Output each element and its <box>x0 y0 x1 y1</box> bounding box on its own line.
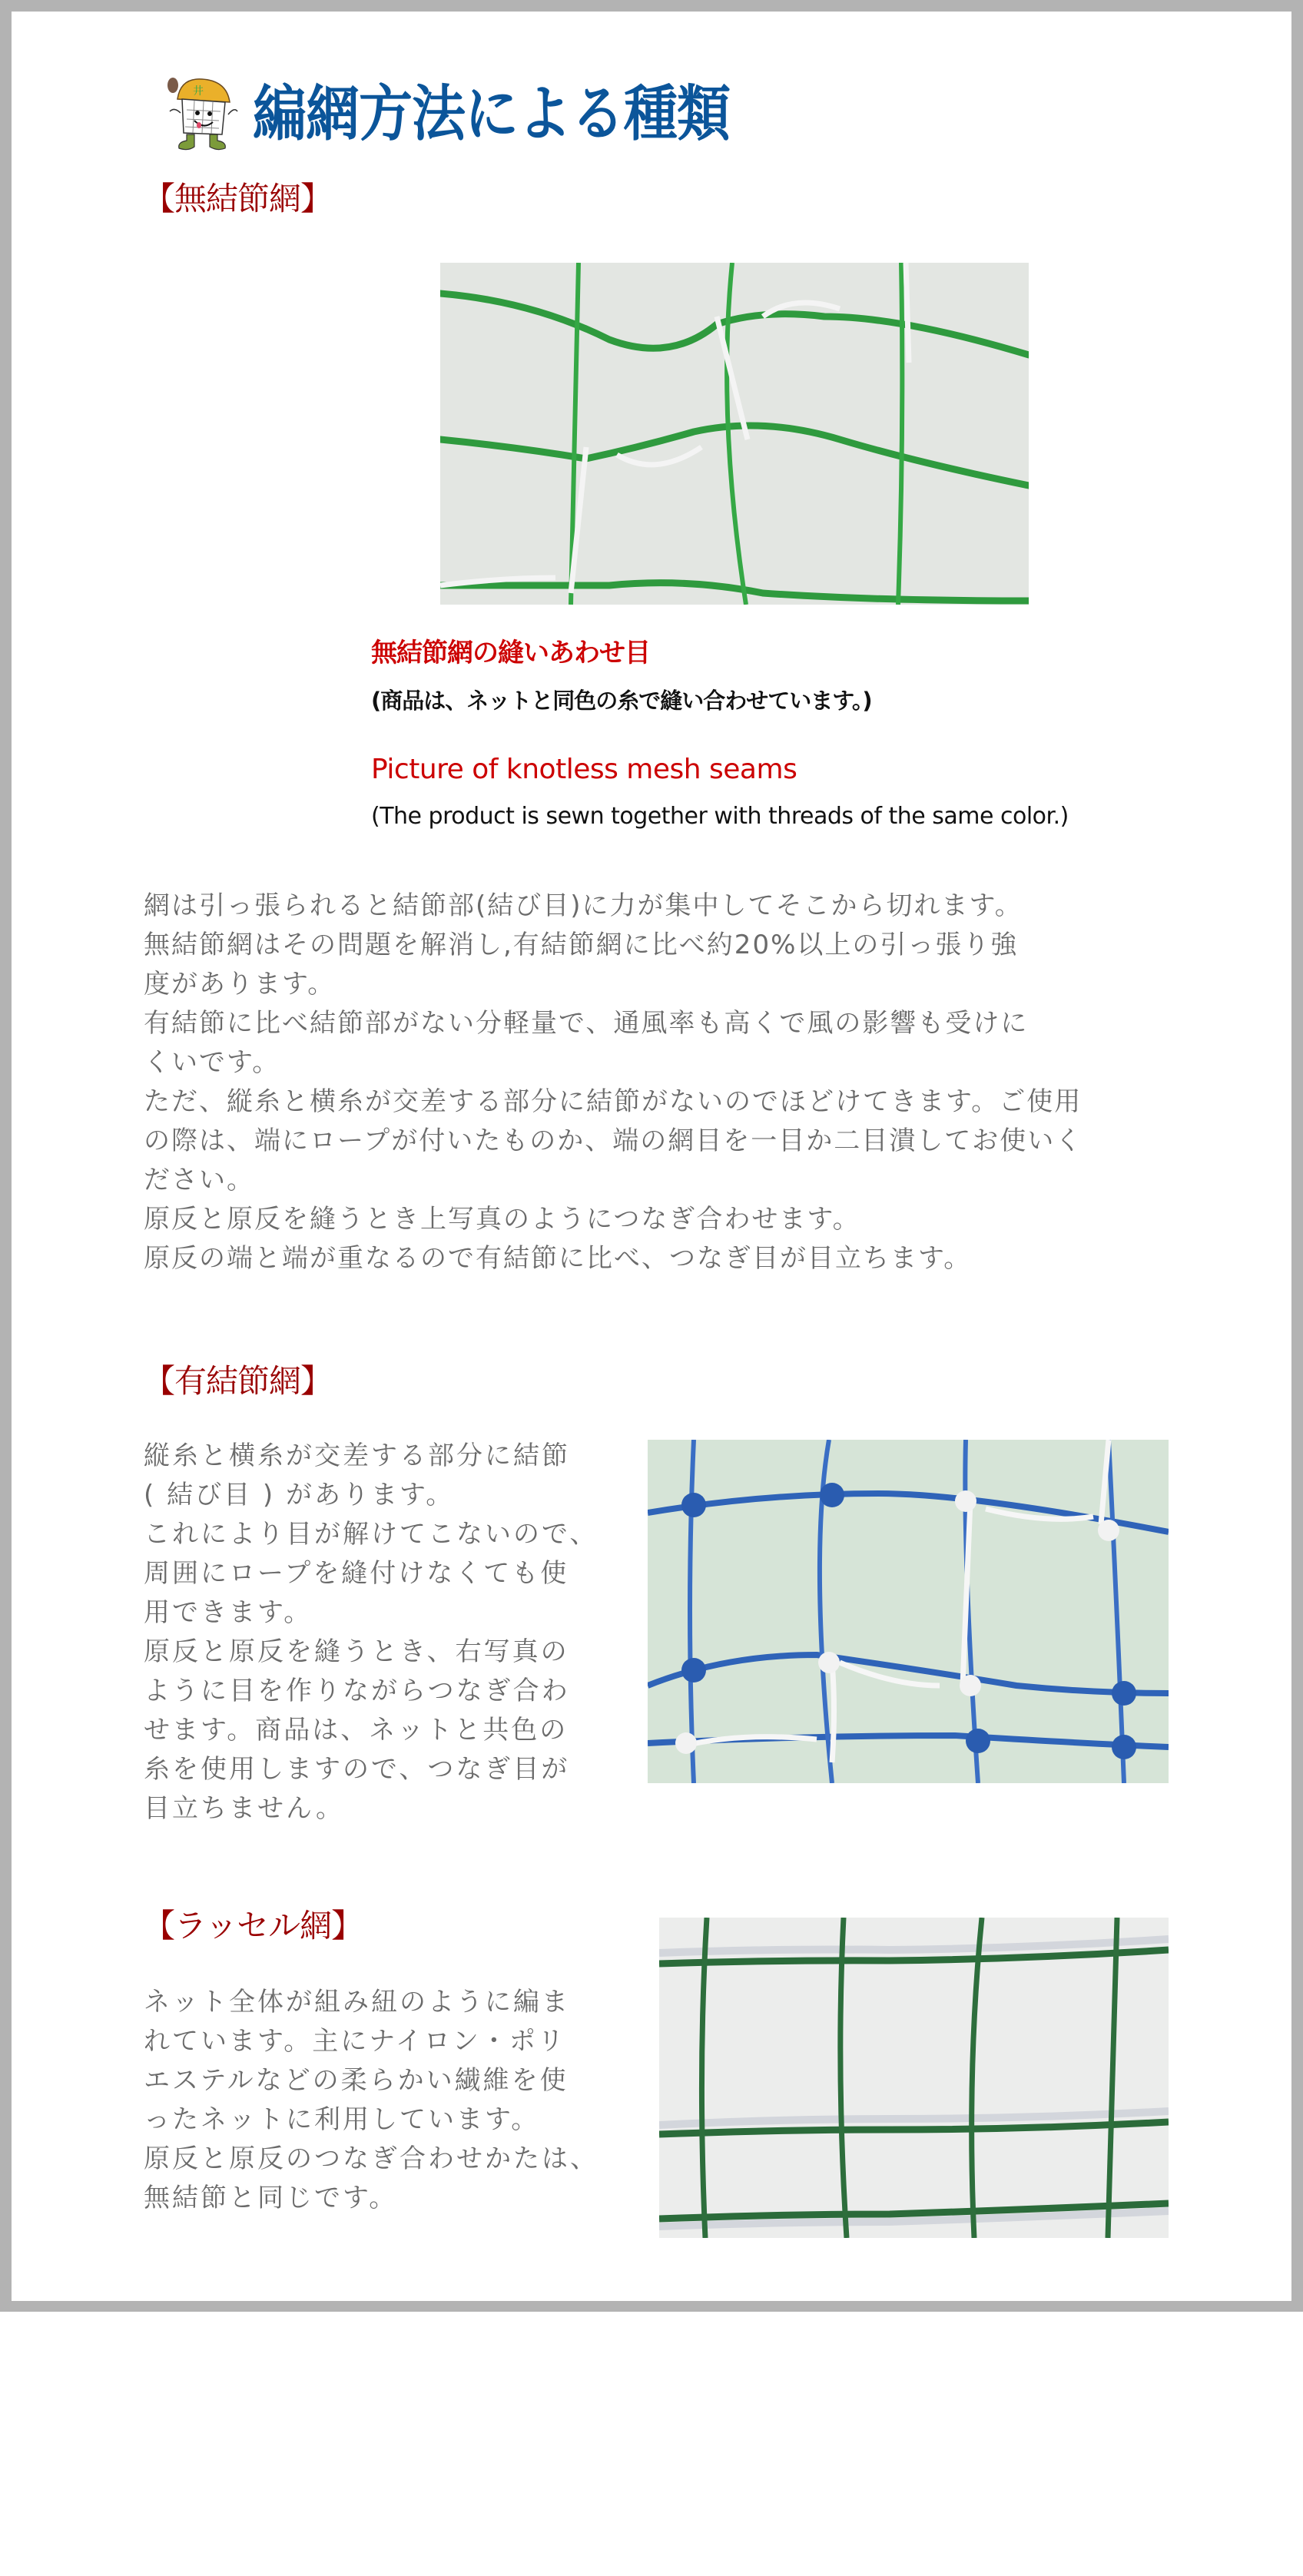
paragraph-line: れています。主にナイロン・ポリ <box>144 2026 566 2057</box>
paragraph-line: 用できます。 <box>144 1597 313 1628</box>
paragraph-line: ただ、縦糸と横糸が交差する部分に結節がないのでほどけてきます。ご使用 <box>144 1086 1083 1117</box>
paragraph-line: 縦糸と横糸が交差する部分に結節 <box>144 1441 570 1471</box>
paragraph-line: ように目を作りながらつなぎ合わ <box>144 1676 570 1706</box>
knotless-net-photo <box>440 263 1029 605</box>
section-heading-knotted: 【有結節網】 <box>143 1362 333 1400</box>
paragraph-line: 糸を使用しますので、つなぎ目が <box>144 1754 570 1785</box>
paragraph-line: 無結節網はその問題を解消し,有結節網に比べ約20%以上の引っ張り強 <box>144 930 1019 960</box>
raschel-description <box>144 1983 635 2218</box>
section-heading-raschel: 【ラッセル網】 <box>143 1907 363 1944</box>
knotless-description <box>144 887 1189 1278</box>
paragraph-line: エステルなどの柔らかい繊維を使 <box>144 2065 569 2096</box>
paragraph-line: 無結節と同じです。 <box>144 2183 398 2213</box>
paragraph-line: ネット全体が組み紐のように編ま <box>144 1987 570 2017</box>
paragraph-line: 有結節に比べ結節部がない分軽量で、通風率も高くで風の影響も受けに <box>144 1008 1029 1039</box>
svg-text:井: 井 <box>193 85 204 98</box>
raschel-net-photo <box>659 1918 1169 2238</box>
page-header <box>164 74 730 154</box>
caption-title-jp: 無結節網の縫いあわせ目 <box>371 638 650 668</box>
caption-note-en: (The product is sewn together with threads of the same color.) <box>371 803 1069 830</box>
knotted-description <box>144 1437 628 1828</box>
caption-note-jp: (商品は、ネットと同色の糸で縫い合わせています。) <box>371 688 872 714</box>
caption-title-en: Picture of knotless mesh seams <box>371 754 797 785</box>
paragraph-line: 度があります。 <box>144 969 336 1000</box>
paragraph-line: くいです。 <box>144 1047 280 1078</box>
paragraph-line: 原反と原反を縫うとき上写真のようにつなぎ合わせます。 <box>144 1204 860 1235</box>
paragraph-line: の際は、端にロープが付いたものか、端の網目を一目か二目潰してお使いく <box>144 1126 1083 1156</box>
paragraph-line: 網は引っ張られると結節部(結び目)に力が集中してそこから切れます。 <box>144 890 1023 921</box>
paragraph-line: ( 結び目 ) があります。 <box>144 1480 455 1510</box>
paragraph-line: 原反と原反のつなぎ合わせかたは、 <box>144 2143 598 2174</box>
paragraph-line: これにより目が解けてこないので、 <box>144 1519 598 1550</box>
section-heading-knotless: 【無結節網】 <box>143 180 333 217</box>
paragraph-line: 目立ちません。 <box>144 1793 345 1824</box>
paragraph-line: せます。商品は、ネットと共色の <box>144 1715 569 1746</box>
paragraph-line: 周囲にロープを縫付けなくても使 <box>144 1558 569 1589</box>
knotted-net-photo <box>648 1440 1169 1783</box>
paragraph-line: ださい。 <box>144 1165 254 1195</box>
page-title: 編網方法による種類 <box>253 78 730 149</box>
net-mascot-icon <box>164 76 242 151</box>
paragraph-line: 原反と原反を縫うとき、右写真の <box>144 1636 569 1667</box>
paragraph-line: 原反の端と端が重なるので有結節に比べ、つなぎ目が目立ちます。 <box>144 1243 972 1274</box>
paragraph-line: ったネットに利用しています。 <box>144 2104 540 2135</box>
